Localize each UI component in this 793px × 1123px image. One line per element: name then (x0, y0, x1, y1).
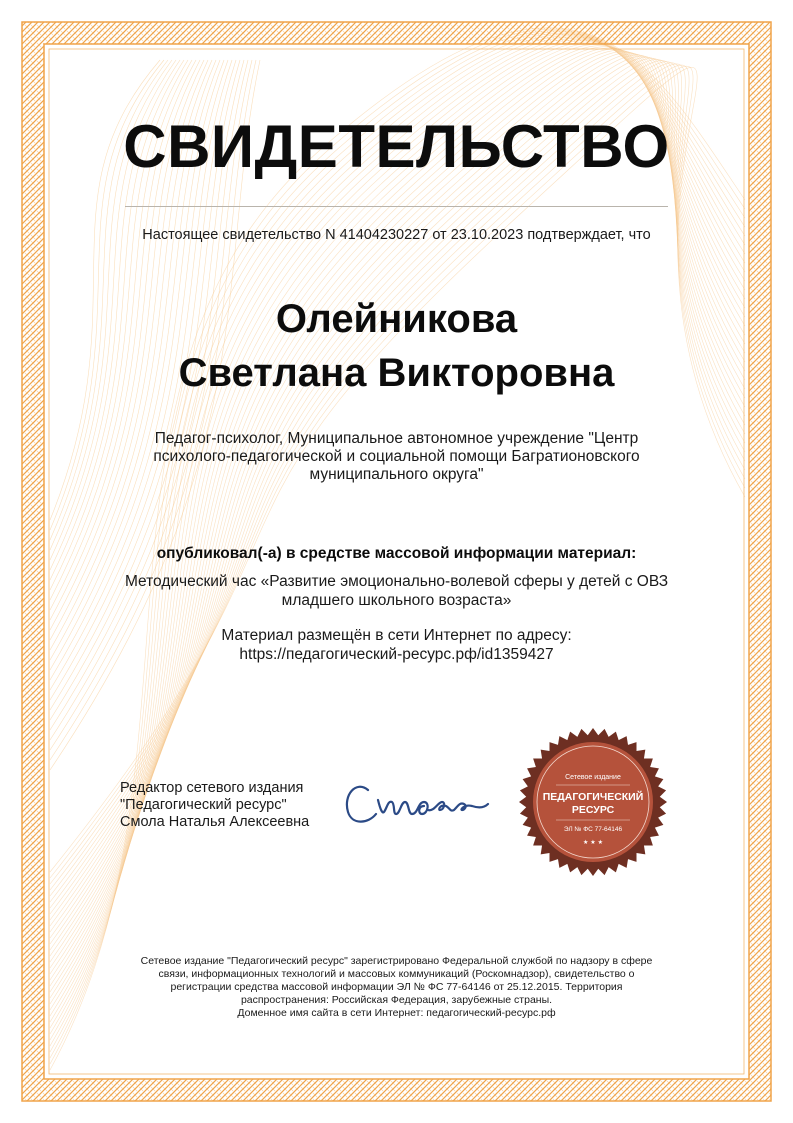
editor-line-2: "Педагогический ресурс" (120, 797, 287, 813)
material-url: https://педагогический-ресурс.рф/id1359427 (239, 646, 554, 663)
seal-top-text: Сетевое издание (565, 774, 621, 781)
footer-line-1: Сетевое издание "Педагогический ресурс" зарегистрировано Федеральной службой по надзору в сфере (140, 955, 653, 967)
title-divider (125, 206, 668, 207)
certificate-intro: Настоящее свидетельство N 41404230227 от 23.10.2023 подтверждает, что (142, 227, 651, 243)
published-label: опубликовал(-а) в средстве массовой информации материал: (156, 545, 637, 562)
footer-line-4: распространения: Российская Федерация, зарубежные страны. (240, 994, 553, 1006)
footer-line-2: связи, информационных технологий и массовых коммуникаций (Роскомнадзор), свидетельство о (158, 968, 635, 980)
recipient-given-names: Светлана Викторовна (178, 351, 615, 395)
publisher-seal (518, 727, 668, 877)
editor-line-1: Редактор сетевого издания (120, 780, 304, 796)
footer-legal-notice (110, 955, 683, 1020)
footer-line-3: регистрации средства массовой информации ЭЛ № ФС 77-64146 от 25.12.2015. Территория (170, 981, 623, 993)
seal-name-line-2: РЕСУРС (571, 804, 615, 816)
editor-line-3: Смола Наталья Алексеевна (120, 814, 310, 830)
seal-name-line-1: ПЕДАГОГИЧЕСКИЙ (542, 791, 644, 803)
editor-block (120, 780, 309, 831)
seal-registration: ЭЛ № ФС 77-64146 (563, 826, 623, 833)
seal-stars: ★ ★ ★ (583, 839, 603, 846)
footer-line-5: Доменное имя сайта в сети Интернет: педагогический-ресурс.рф (237, 1007, 556, 1019)
certificate-title: СВИДЕТЕЛЬСТВО (123, 113, 670, 180)
url-label: Материал размещён в сети Интернет по адресу: (221, 627, 572, 644)
recipient-surname: Олейникова (275, 297, 518, 341)
recipient-position: Педагог-психолог, Муниципальное автономное учреждение "Центр психолого-педагогической и социальной помощи Багратионовского муниципального округа" (153, 430, 640, 483)
editor-signature (338, 770, 498, 840)
material-title: Методический час «Развитие эмоционально-волевой сферы у детей с ОВЗ младшего школьного возраста» (124, 573, 669, 609)
